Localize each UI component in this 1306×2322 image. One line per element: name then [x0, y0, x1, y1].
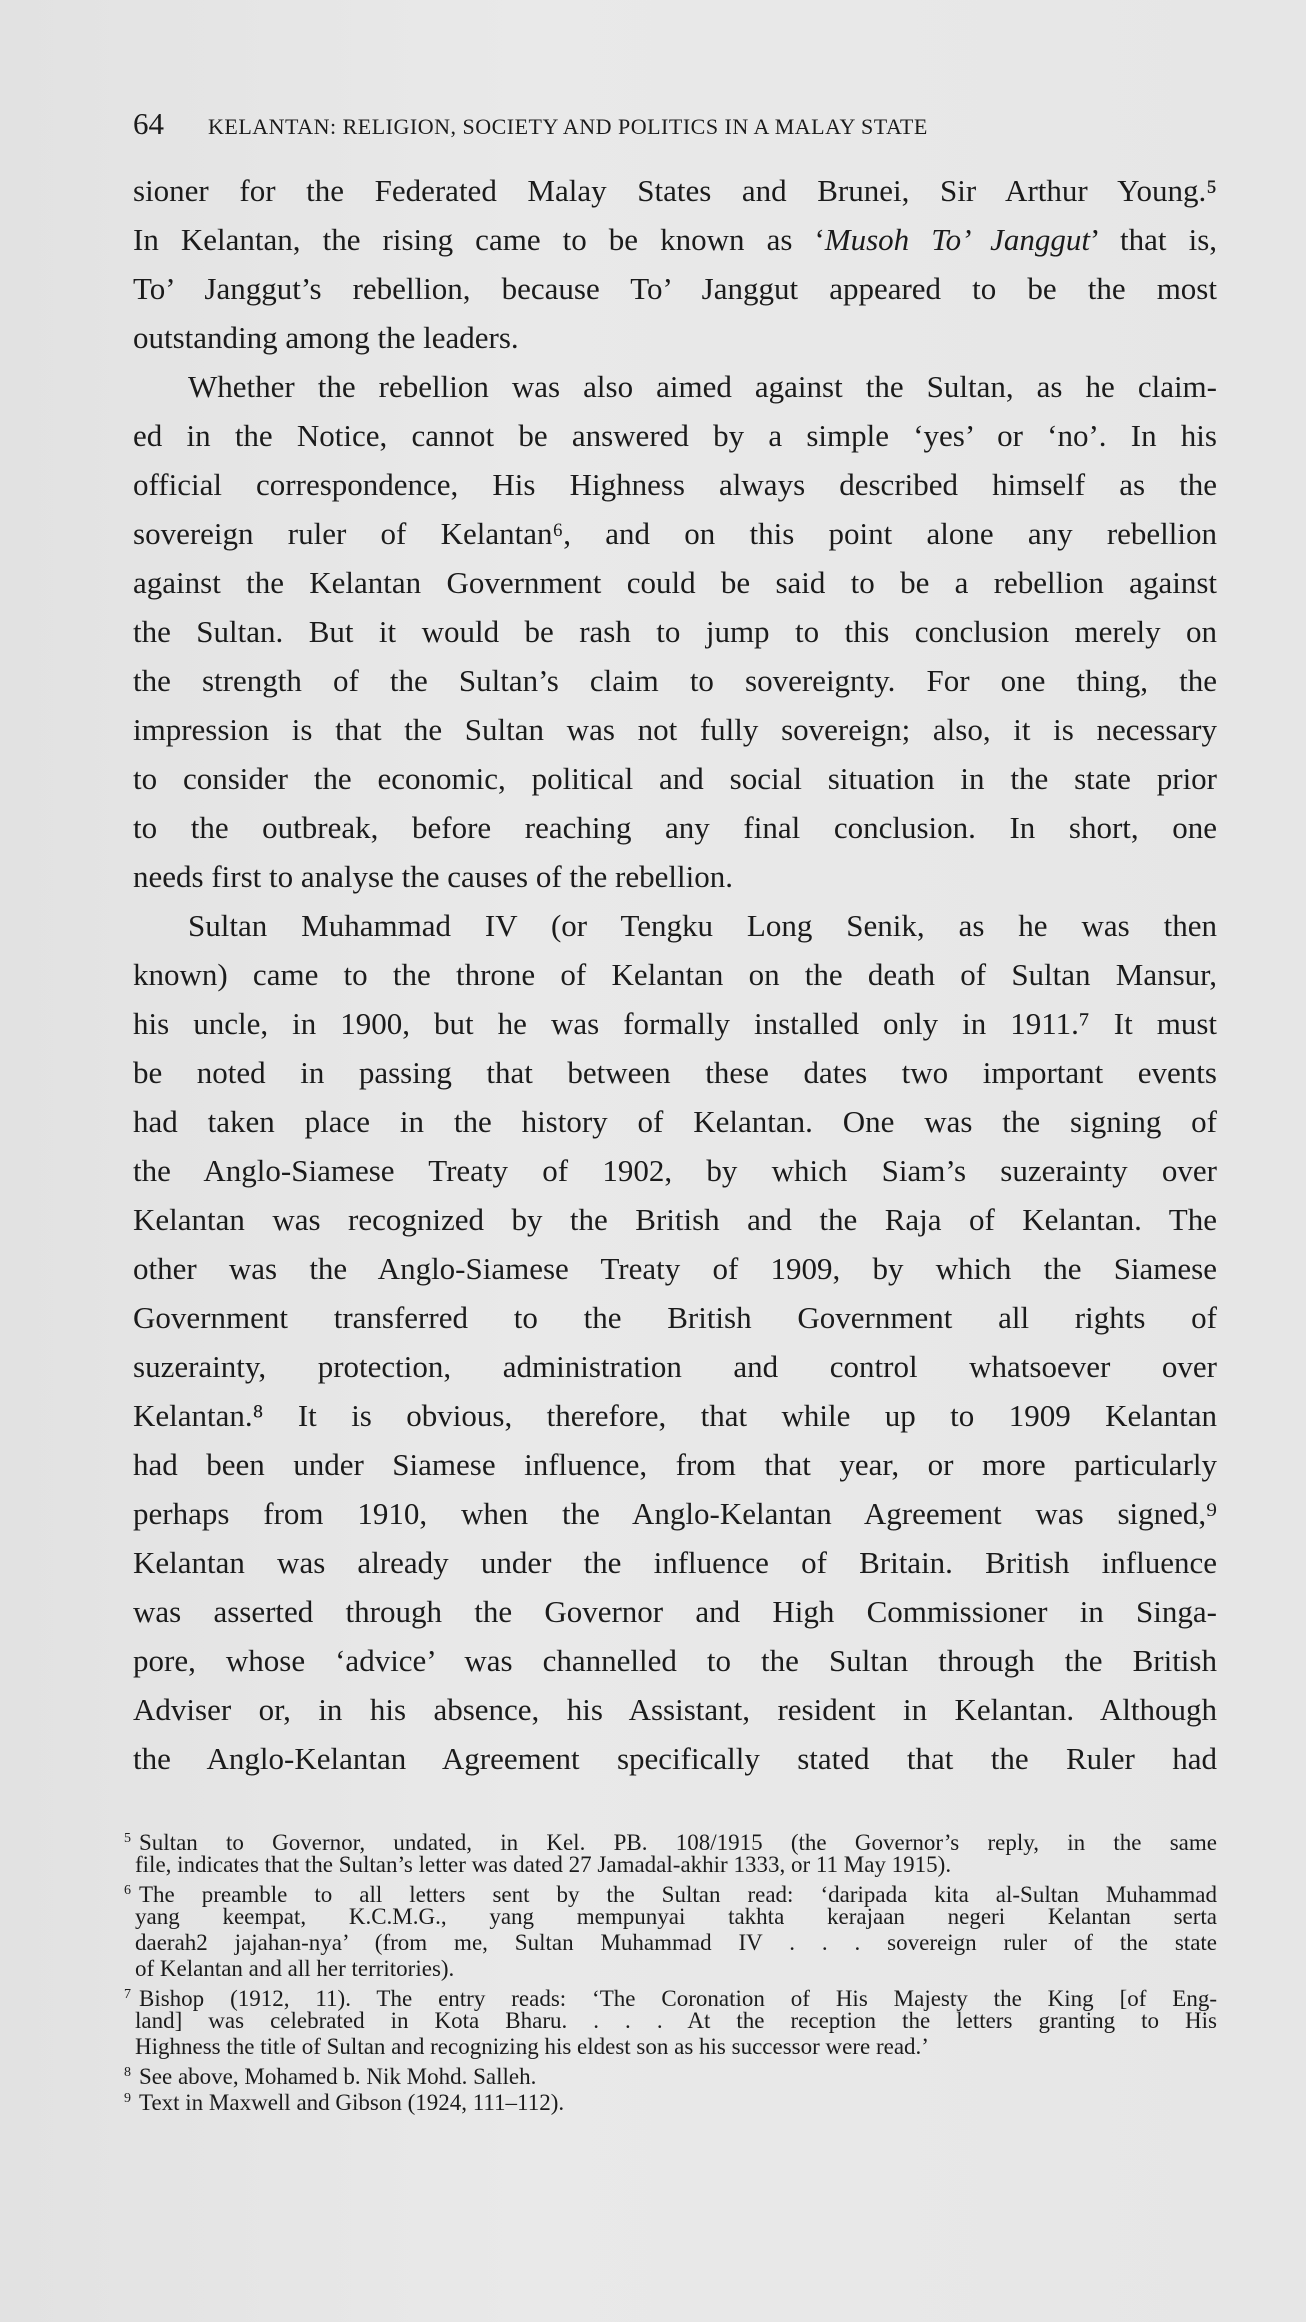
footnote-number: 7 — [124, 1987, 131, 2002]
text-line: other was the Anglo-Siamese Treaty of 1909, by which the Siamese — [133, 1251, 1217, 1286]
text-line: pore, whose ‘advice’ was channelled to the Sultan through the British — [133, 1643, 1217, 1678]
text-line: the Anglo-Siamese Treaty of 1902, by which Siam’s suzerainty over — [133, 1153, 1217, 1188]
footnote — [124, 2060, 1217, 2089]
text-line: was asserted through the Governor and High Commissioner in Singa- — [133, 1594, 1217, 1629]
footnote-line — [133, 1852, 1217, 1878]
footnote-line — [133, 1904, 1217, 1930]
footnote-line — [133, 2034, 1217, 2060]
text-line: be noted in passing that between these dates two important events — [133, 1055, 1217, 1090]
footnote — [124, 2086, 1217, 2115]
footnote-text: land] was celebrated in Kota Bharu. . . . At the reception the letters granting to His — [135, 2008, 1217, 2033]
text-line: had taken place in the history of Kelantan. One was the signing of — [133, 1104, 1217, 1139]
footnote-line — [124, 2060, 1217, 2089]
text-line: his uncle, in 1900, but he was formally installed only in 1911.⁷ It must — [133, 1006, 1217, 1041]
text-line: sovereign ruler of Kelantan⁶, and on this point alone any rebellion — [133, 516, 1217, 551]
text-line: impression is that the Sultan was not fully sovereign; also, it is necessary — [133, 712, 1217, 747]
footnote-text: Bishop (1912, 11). The entry reads: ‘The Coronation of His Majesty the King [of Eng- — [139, 1986, 1217, 2011]
footnote-text: daerah2 jajahan-nya’ (from me, Sultan Muhammad IV . . . sovereign ruler of the state — [135, 1930, 1217, 1955]
footnotes — [124, 1826, 1217, 2115]
text-line: outstanding among the leaders. — [133, 320, 519, 355]
text-line: Kelantan was recognized by the British and the Raja of Kelantan. The — [133, 1202, 1217, 1237]
footnote — [124, 1982, 1217, 2060]
text-line: Sultan Muhammad IV (or Tengku Long Senik, as he was then — [188, 908, 1217, 943]
footnote-line — [133, 2008, 1217, 2034]
text-line: Kelantan.⁸ It is obvious, therefore, that while up to 1909 Kelantan — [133, 1398, 1217, 1433]
text-line: Government transferred to the British Government all rights of — [133, 1300, 1217, 1335]
text-segment: In Kelantan, the rising came to be known as ‘ — [133, 222, 825, 257]
text-line: the strength of the Sultan’s claim to sovereignty. For one thing, the — [133, 663, 1217, 698]
page-number: 64 — [133, 106, 164, 141]
footnote-text: yang keempat, K.C.M.G., yang mempunyai takhta kerajaan negeri Kelantan serta — [135, 1904, 1217, 1929]
footnote-text: Sultan to Governor, undated, in Kel. PB. 108/1915 (the Governor’s reply, in the same — [139, 1830, 1217, 1855]
text-line: the Sultan. But it would be rash to jump to this conclusion merely on — [133, 614, 1217, 649]
footnote-line — [133, 1956, 1217, 1982]
text-line: had been under Siamese influence, from that year, or more particularly — [133, 1447, 1217, 1482]
footnote-line — [124, 1826, 1217, 1855]
text-line: the Anglo-Kelantan Agreement specifically stated that the Ruler had — [133, 1741, 1217, 1776]
footnote-text: Highness the title of Sultan and recognizing his eldest son as his successor were read.’ — [135, 2034, 929, 2059]
text-line: ed in the Notice, cannot be answered by a simple ‘yes’ or ‘no’. In his — [133, 418, 1217, 453]
paragraph — [133, 901, 1217, 1783]
footnote-number: 6 — [124, 1883, 131, 1898]
footnote — [124, 1826, 1217, 1878]
paragraph — [133, 362, 1217, 901]
running-header — [133, 106, 1217, 146]
text-line: To’ Janggut’s rebellion, because To’ Janggut appeared to be the most — [133, 271, 1217, 306]
footnote-text: Text in Maxwell and Gibson (1924, 111–112). — [139, 2090, 565, 2115]
footnote-number: 8 — [124, 2065, 131, 2080]
text-line: to the outbreak, before reaching any final conclusion. In short, one — [133, 810, 1217, 845]
text-line: official correspondence, His Highness always described himself as the — [133, 467, 1217, 502]
text-line: sioner for the Federated Malay States and Brunei, Sir Arthur Young.⁵ — [133, 173, 1217, 208]
text-line: perhaps from 1910, when the Anglo-Kelantan Agreement was signed,⁹ — [133, 1496, 1217, 1531]
footnote-number: 5 — [124, 1831, 131, 1846]
footnote-line — [124, 2086, 1217, 2115]
footnote — [124, 1878, 1217, 1982]
text-line: against the Kelantan Government could be said to be a rebellion against — [133, 565, 1217, 600]
paragraph — [133, 166, 1217, 362]
footnote-text: of Kelantan and all her territories). — [135, 1956, 455, 1981]
text-line: Adviser or, in his absence, his Assistant, resident in Kelantan. Although — [133, 1692, 1217, 1727]
text-line — [133, 215, 1217, 264]
footnote-line — [124, 1878, 1217, 1907]
footnote-line — [133, 1930, 1217, 1956]
text-line: Kelantan was already under the influence of Britain. British influence — [133, 1545, 1217, 1580]
footnote-number: 9 — [124, 2091, 131, 2106]
text-line: suzerainty, protection, administration and control whatsoever over — [133, 1349, 1217, 1384]
text-line: to consider the economic, political and social situation in the state prior — [133, 761, 1217, 796]
running-head-title: KELANTAN: RELIGION, SOCIETY AND POLITICS IN A MALAY STATE — [208, 114, 928, 139]
text-line: known) came to the throne of Kelantan on the death of Sultan Mansur, — [133, 957, 1217, 992]
body-text — [133, 166, 1217, 1783]
text-segment: ’ that is, — [1089, 222, 1218, 257]
footnote-text: file, indicates that the Sultan’s letter was dated 27 Jamadal-akhir 1333, or 11 May 1915). — [135, 1852, 952, 1877]
footnote-text: The preamble to all letters sent by the Sultan read: ‘daripada kita al-Sultan Muhammad — [139, 1882, 1217, 1907]
footnote-line — [124, 1982, 1217, 2011]
text-line: Whether the rebellion was also aimed against the Sultan, as he claim- — [188, 369, 1217, 404]
italic-term: Musoh To’ Janggut — [824, 222, 1090, 257]
footnote-text: See above, Mohamed b. Nik Mohd. Salleh. — [139, 2064, 537, 2089]
text-line: needs first to analyse the causes of the rebellion. — [133, 859, 733, 894]
